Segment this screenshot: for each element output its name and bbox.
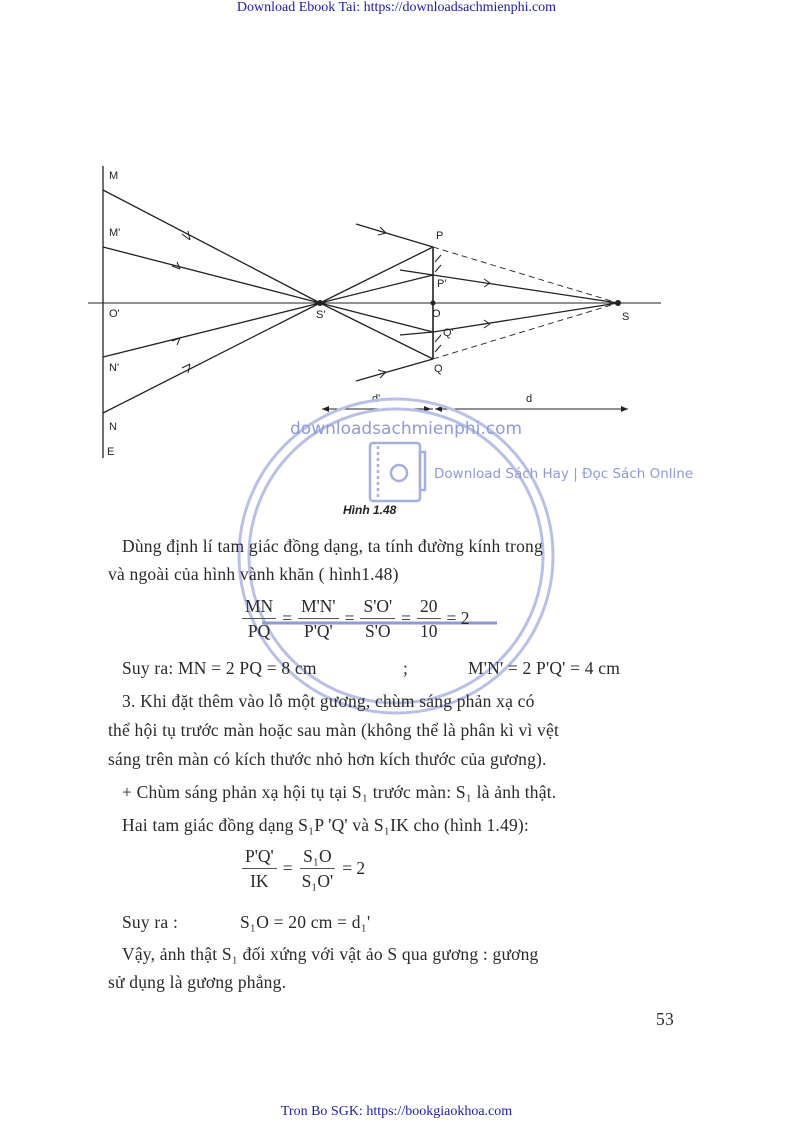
- suy-ra-2-label: Suy ra :: [122, 912, 179, 932]
- incident-q2: [400, 332, 433, 335]
- paragraph-5: Hai tam giác đồng dạng S₁P 'Q' và S₁IK cho (hình 1.49):: [122, 815, 529, 835]
- label-q: Q: [434, 363, 443, 375]
- result: = 2: [342, 858, 366, 878]
- numerator: 20: [417, 594, 441, 619]
- numerator: S₁O: [300, 844, 334, 869]
- paragraph-1-line-2: và ngoài của hình vành khăn ( hình1.48): [108, 564, 399, 584]
- incident-q: [356, 359, 433, 381]
- label-e: E: [107, 446, 115, 458]
- label-d: d: [526, 393, 533, 405]
- equals: =: [401, 608, 412, 628]
- equals: =: [282, 608, 293, 628]
- suy-ra-2-value: S₁O = 20 cm = d₁': [240, 912, 371, 932]
- label-d-prime: d': [372, 393, 381, 405]
- suy-ra-1-right: M'N' = 2 P'Q' = 4 cm: [468, 658, 621, 678]
- ray-p-s2: [320, 247, 433, 303]
- label-o-prime: O': [109, 308, 120, 320]
- paragraph-3-line-3: sáng trên màn có kích thước nhỏ hơn kích thước của gương).: [108, 749, 547, 769]
- equals: =: [282, 858, 293, 878]
- numerator: S'O': [360, 594, 395, 619]
- ray-p2-s2: [320, 275, 433, 303]
- label-n: N: [109, 421, 117, 433]
- watermark-site-text: downloadsachmienphi.com: [290, 419, 523, 439]
- label-o: O: [432, 308, 441, 320]
- result: = 2: [446, 608, 470, 628]
- ray-n: [103, 303, 320, 413]
- paragraph-4: + Chùm sáng phản xạ hội tụ tại S₁ trước màn: S₁ là ảnh thật.: [122, 782, 557, 802]
- dashed-q-s: [433, 303, 618, 359]
- incident-p: [356, 224, 433, 247]
- label-m: M: [109, 170, 119, 182]
- incident-p2: [400, 270, 433, 275]
- denominator: P'Q': [303, 621, 333, 641]
- label-s: S: [622, 311, 630, 323]
- ray-q2-s: [433, 303, 618, 332]
- point-s: [615, 300, 621, 306]
- label-p: P: [436, 230, 444, 242]
- paragraph-3-line-1: 3. Khi đặt thêm vào lỗ một gương, chùm sáng phản xạ có: [122, 691, 535, 711]
- label-p-prime: P': [437, 278, 447, 290]
- label-m-prime: M': [109, 227, 121, 239]
- denominator: S'O: [365, 621, 391, 641]
- point-o: [431, 301, 436, 306]
- label-n-prime: N': [109, 362, 120, 374]
- numerator: M'N': [298, 594, 339, 619]
- ray-p2-s: [433, 275, 618, 303]
- ray-m: [103, 190, 320, 303]
- watermark-tagline: Download Sách Hay | Đọc Sách Online: [434, 466, 694, 482]
- denominator: 10: [420, 621, 438, 641]
- paragraph-6-line-2: sử dụng là gương phẳng.: [108, 972, 287, 992]
- suy-ra-1-separator: ;: [403, 658, 409, 678]
- formula-ratio-1: [238, 594, 472, 643]
- paragraph-6-line-1: Vậy, ảnh thật S₁ đối xứng với vật ảo S qua gương : gương: [122, 944, 539, 964]
- suy-ra-1-left: Suy ra: MN = 2 PQ = 8 cm: [122, 658, 317, 678]
- footer-sgk-link[interactable]: Tron Bo SGK: https://bookgiaokhoa.com: [280, 1104, 513, 1119]
- denominator: PQ: [247, 621, 271, 641]
- denominator: S₁O': [301, 871, 334, 891]
- page-number: 53: [656, 1009, 674, 1029]
- ray-q-s2: [320, 303, 433, 359]
- optics-figure: [0, 0, 793, 530]
- label-s-prime: S': [316, 309, 326, 321]
- figure-caption: Hình 1.48: [343, 503, 397, 517]
- dashed-p-s: [433, 247, 618, 303]
- denominator: IK: [250, 871, 269, 891]
- formula-ratio-2: [238, 844, 367, 893]
- point-s-prime: [317, 300, 323, 306]
- numerator: MN: [242, 594, 276, 619]
- numerator: P'Q': [242, 844, 277, 869]
- header-download-link[interactable]: Download Ebook Tai: https://downloadsachmienphi.com: [236, 0, 557, 15]
- ray-q2-s2: [320, 303, 433, 332]
- ray-m2: [103, 247, 320, 303]
- ray-n2: [103, 303, 320, 357]
- paragraph-3-line-2: thể hội tụ trước màn hoặc sau màn (không thể là phân kì vì vệt: [108, 720, 560, 740]
- equals: =: [344, 608, 355, 628]
- paragraph-1-line-1: Dùng định lí tam giác đồng dạng, ta tính đường kính trong: [122, 536, 543, 556]
- label-q-prime: Q': [443, 327, 454, 339]
